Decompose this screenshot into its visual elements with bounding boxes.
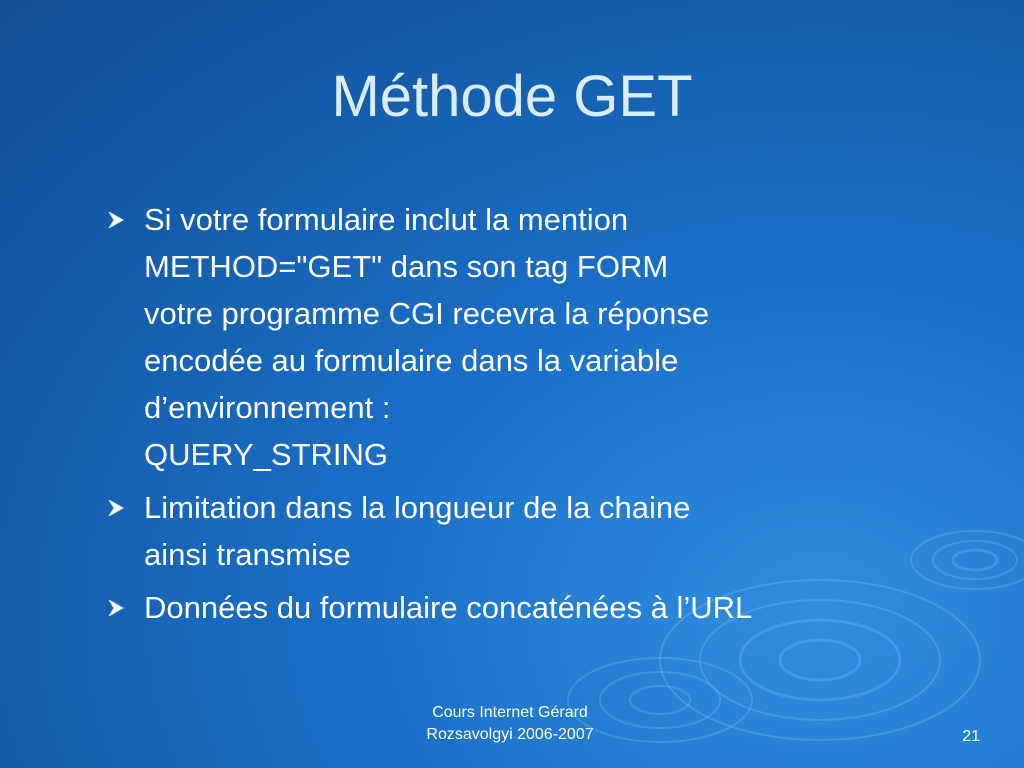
bullet-item: [104, 584, 904, 631]
bullet-item: [104, 196, 904, 478]
arrow-bullet-icon: [106, 498, 126, 518]
bullet-text: Si votre formulaire inclut la mention METHOD="GET" dans son tag FORM votre programme CGI recevra la réponse encodée au formulaire dans la variable d’environnement : QUERY_STRING: [144, 202, 710, 472]
bullet-text: Données du formulaire concaténées à l’URL: [144, 590, 753, 625]
footer-course-info: Cours Internet Gérard Rozsavolgyi 2006-2007: [426, 704, 594, 743]
slide-title: Méthode GET: [331, 64, 693, 129]
bullet-text: Limitation dans la longueur de la chaine ainsi transmise: [144, 490, 691, 572]
arrow-bullet-icon: [106, 210, 126, 230]
arrow-bullet-icon: [106, 598, 126, 618]
page-number: 21: [962, 728, 980, 745]
bullet-item: [104, 484, 904, 578]
bullet-list: [104, 196, 904, 637]
